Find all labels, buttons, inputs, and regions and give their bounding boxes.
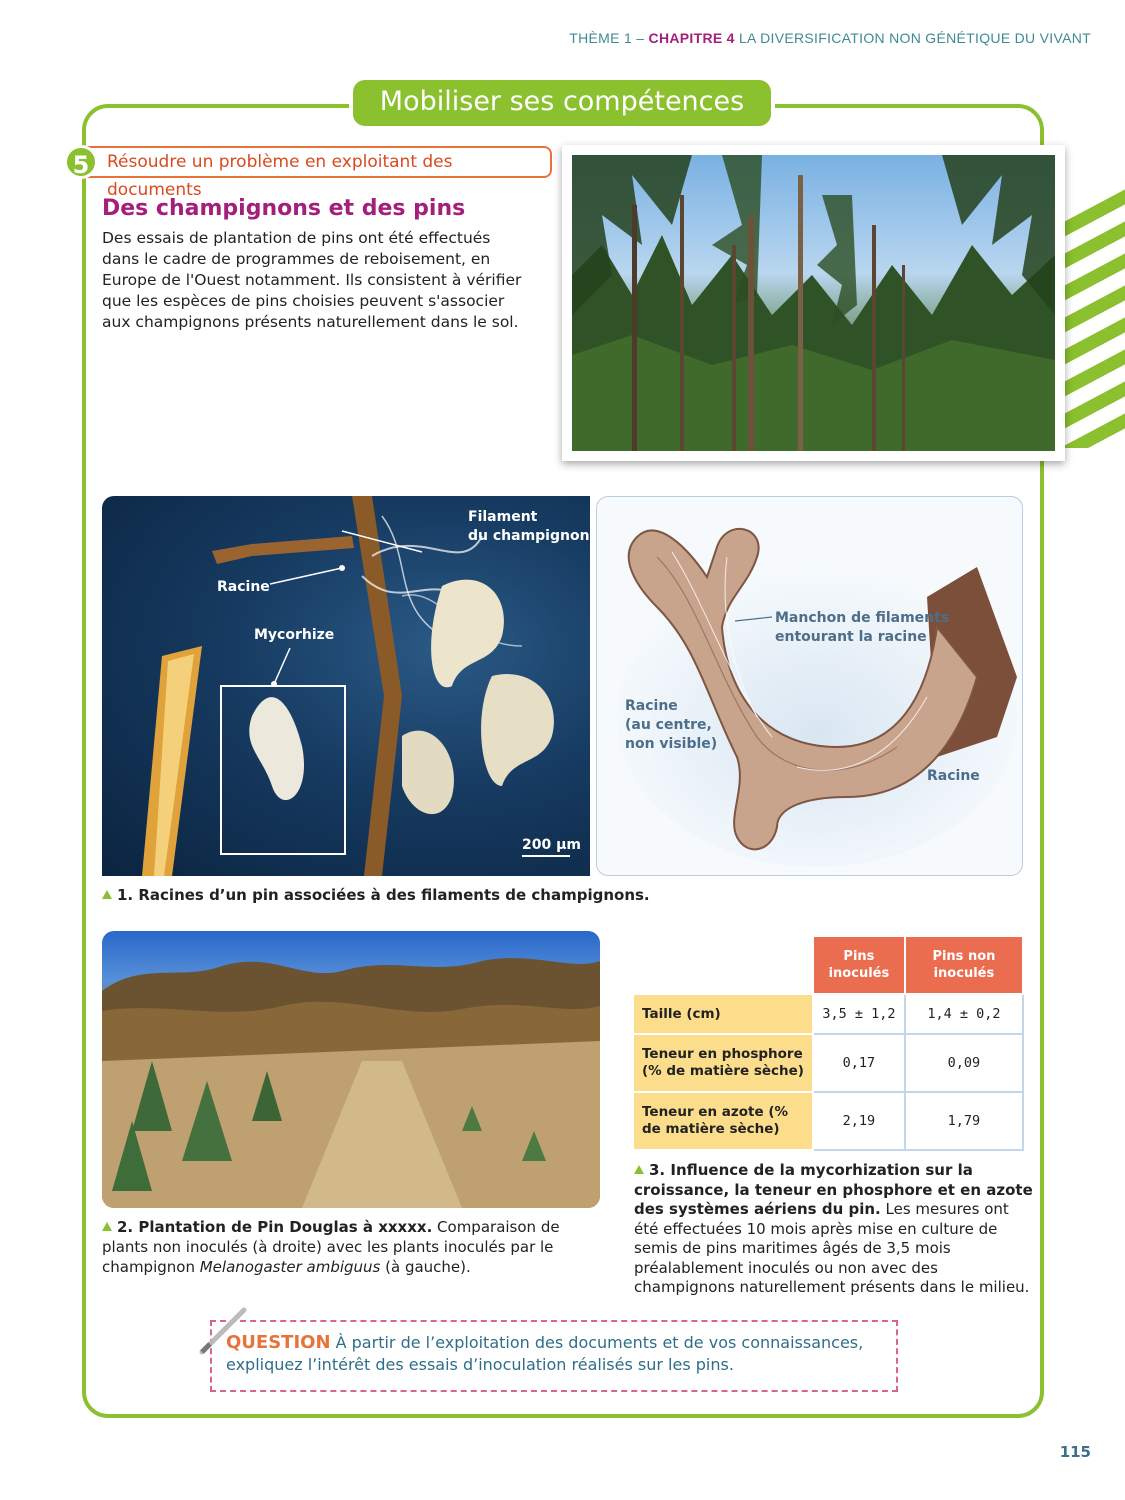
label-manchon-line2: entourant la racine bbox=[775, 629, 927, 645]
label-filament-line2: du champignon bbox=[468, 528, 590, 544]
question-text: À partir de l’exploitation des documents et de vos connaissances, expliquez l’intérêt des essais d’inoculation réalisés sur les pins. bbox=[226, 1333, 864, 1374]
doc3-caption-text: Les mesures ont été effectuées 10 mois après mise en culture de semis de pins maritimes âgés de 3,5 mois préalablement inoculés ou non avec des champignons naturellement présents dans le milieu. bbox=[634, 1200, 1030, 1296]
doc2-caption-text2: (à gauche). bbox=[380, 1258, 471, 1276]
table-col-header: Pins inoculés bbox=[813, 936, 905, 994]
label-manchon bbox=[775, 609, 949, 647]
label-mycorhize: Mycorhize bbox=[254, 627, 335, 643]
label-racine-center-line2: (au centre, bbox=[625, 717, 712, 733]
label-racine-center-line3: non visible) bbox=[625, 736, 718, 752]
header-theme: THÈME 1 – bbox=[569, 30, 645, 46]
caption-triangle-icon bbox=[102, 890, 112, 899]
doc3-caption-bold: 3. Influence de la mycorhization sur la croissance, la teneur en phosphore et en azote des systèmes aériens du pin. bbox=[634, 1161, 1033, 1218]
caption-triangle-icon bbox=[102, 1222, 112, 1231]
page-number: 115 bbox=[1059, 1443, 1091, 1461]
label-racine-photo: Racine bbox=[217, 579, 270, 595]
header-chapter: CHAPITRE 4 bbox=[648, 30, 735, 46]
exercise-intro: Des essais de plantation de pins ont été effectués dans le cadre de programmes de reboisement, en Europe de l'Ouest notamment. Ils consistent à vérifier que les espèces de pins choisies peuvent s'associer aux champignons présents naturellement dans le sol. bbox=[102, 229, 522, 331]
doc1-caption bbox=[102, 886, 650, 904]
table-corner bbox=[633, 936, 813, 994]
table-cell: 2,19 bbox=[813, 1092, 905, 1150]
header-chapter-title: LA DIVERSIFICATION NON GÉNÉTIQUE DU VIVANT bbox=[738, 30, 1091, 46]
table-col-header: Pins non inoculés bbox=[905, 936, 1023, 994]
label-racine-center-line1: Racine bbox=[625, 698, 678, 714]
results-table bbox=[632, 935, 1024, 1151]
table-cell: 0,09 bbox=[905, 1034, 1023, 1092]
table-header-row bbox=[633, 936, 1023, 994]
question-label: QUESTION bbox=[226, 1332, 331, 1353]
table-cell: 1,4 ± 0,2 bbox=[905, 994, 1023, 1034]
plantation-photo bbox=[102, 931, 600, 1208]
caption-triangle-icon bbox=[634, 1165, 644, 1174]
table-row bbox=[633, 1034, 1023, 1092]
label-filament bbox=[468, 508, 590, 546]
label-racine-center bbox=[625, 697, 717, 754]
doc1-caption-text: 1. Racines d’un pin associées à des filaments de champignons. bbox=[117, 886, 650, 904]
label-filament-line1: Filament bbox=[468, 509, 538, 525]
table-cell: 1,79 bbox=[905, 1092, 1023, 1150]
pointer-lines bbox=[102, 496, 590, 876]
question-box bbox=[210, 1320, 898, 1392]
doc2-caption-bold: 2. Plantation de Pin Douglas à xxxxx. bbox=[117, 1218, 433, 1236]
exercise-task: Résoudre un problème en exploitant des documents bbox=[85, 146, 552, 178]
table-row bbox=[633, 1092, 1023, 1150]
label-manchon-line1: Manchon de filaments bbox=[775, 610, 950, 626]
doc2-caption-text1: Comparaison de plants non inoculés (à droite) avec les plants inoculés par le champignon bbox=[102, 1218, 560, 1276]
doc2-caption-italic: Melanogaster ambiguus bbox=[199, 1258, 381, 1276]
exercise-number-badge: 5 bbox=[64, 145, 98, 179]
table-row-header: Teneur en azote (% de matière sèche) bbox=[633, 1092, 813, 1150]
micrograph-photo bbox=[102, 496, 590, 876]
table-row-header: Taille (cm) bbox=[633, 994, 813, 1034]
table-row-header: Teneur en phosphore (% de matière sèche) bbox=[633, 1034, 813, 1092]
table-row bbox=[633, 994, 1023, 1034]
table-cell: 3,5 ± 1,2 bbox=[813, 994, 905, 1034]
table-cell: 0,17 bbox=[813, 1034, 905, 1092]
root-illustration bbox=[596, 496, 1023, 876]
doc3-caption bbox=[634, 1161, 1034, 1298]
forest-image bbox=[572, 155, 1055, 451]
label-racine-illus: Racine bbox=[927, 768, 980, 784]
section-banner: Mobiliser ses compétences bbox=[353, 80, 771, 126]
exercise-title: Des champignons et des pins bbox=[102, 196, 466, 221]
running-header bbox=[569, 30, 1091, 46]
doc2-caption bbox=[102, 1217, 602, 1277]
pencil-icon bbox=[196, 1306, 256, 1356]
scale-bar-label: 200 µm bbox=[522, 837, 581, 853]
forest-photo bbox=[562, 145, 1065, 461]
decorative-stripes bbox=[1063, 188, 1125, 448]
